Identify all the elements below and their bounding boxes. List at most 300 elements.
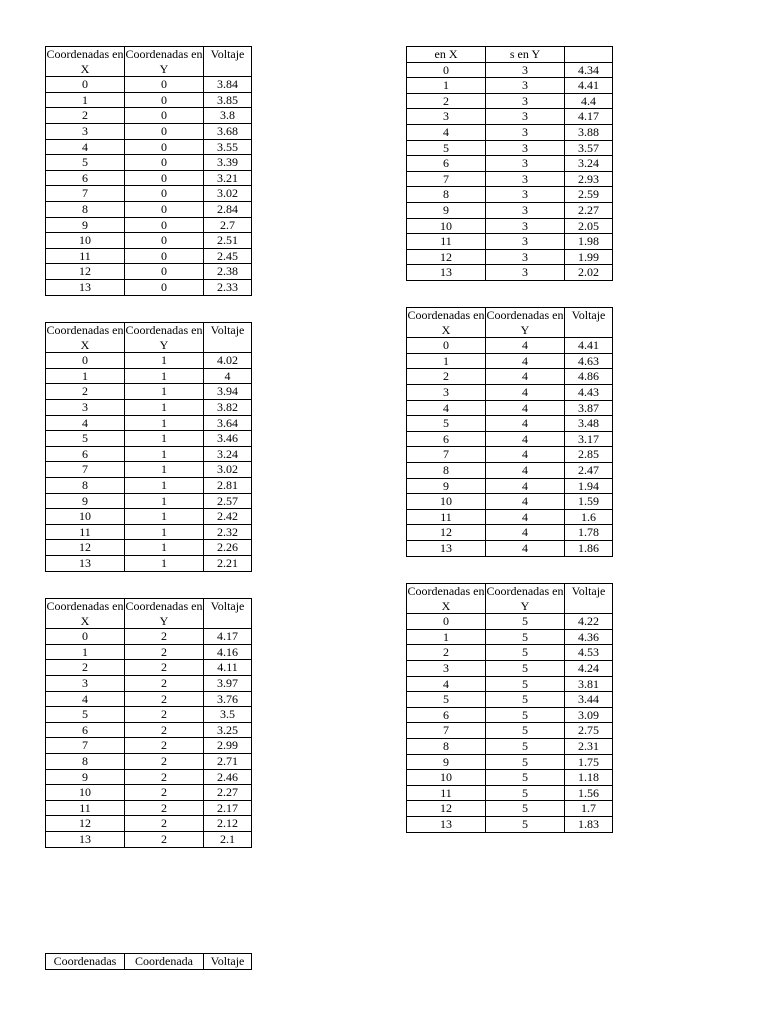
cell-voltage: 2.45	[204, 248, 252, 264]
table-row	[46, 155, 252, 171]
cell-voltage: 1.75	[565, 754, 613, 770]
cell-voltage: 3.5	[204, 707, 252, 723]
cell-x: 2	[46, 384, 125, 400]
cell-x: 1	[407, 629, 486, 645]
table-row	[46, 675, 252, 691]
cell-voltage: 2.99	[204, 738, 252, 754]
cell-x: 4	[407, 676, 486, 692]
cell-x: 6	[46, 722, 125, 738]
header-voltage	[565, 47, 613, 63]
table-row	[407, 202, 613, 218]
header-x: Coordenadas en X	[46, 599, 124, 628]
cell-y: 1	[125, 555, 204, 571]
table-body	[407, 614, 613, 832]
cell-y: 4	[486, 338, 565, 354]
cell-y: 1	[125, 415, 204, 431]
cell-voltage: 4.34	[565, 62, 613, 78]
table-row	[46, 738, 252, 754]
table-row	[407, 124, 613, 140]
cell-x: 9	[407, 754, 486, 770]
table-row	[46, 477, 252, 493]
cell-voltage: 1.56	[565, 785, 613, 801]
cell-voltage: 3.57	[565, 140, 613, 156]
table-row	[407, 723, 613, 739]
table-row	[407, 754, 613, 770]
cell-voltage: 2.42	[204, 509, 252, 525]
table-row	[46, 217, 252, 233]
cell-y: 0	[125, 217, 204, 233]
table-row	[407, 234, 613, 250]
table-row	[407, 509, 613, 525]
cell-x: 10	[46, 233, 125, 249]
cell-x: 12	[407, 801, 486, 817]
cell-y: 3	[486, 124, 565, 140]
table-row	[407, 816, 613, 832]
cell-y: 1	[125, 368, 204, 384]
cell-y: 1	[125, 399, 204, 415]
cell-y: 0	[125, 264, 204, 280]
cell-voltage: 2.75	[565, 723, 613, 739]
cell-voltage: 2.32	[204, 524, 252, 540]
cell-y: 3	[486, 218, 565, 234]
cell-voltage: 3.84	[204, 77, 252, 93]
table-row	[407, 353, 613, 369]
table-row	[46, 524, 252, 540]
cell-x: 5	[407, 140, 486, 156]
cell-x: 12	[46, 264, 125, 280]
cell-voltage: 4.16	[204, 644, 252, 660]
cell-x: 11	[407, 509, 486, 525]
cell-voltage: 2.59	[565, 187, 613, 203]
cell-x: 1	[407, 353, 486, 369]
cell-x: 12	[407, 525, 486, 541]
table-row	[46, 753, 252, 769]
cell-voltage: 1.6	[565, 509, 613, 525]
cell-voltage: 2.93	[565, 171, 613, 187]
cell-y: 3	[486, 265, 565, 281]
cell-x: 6	[407, 431, 486, 447]
table-row	[407, 431, 613, 447]
cell-voltage: 2.17	[204, 800, 252, 816]
cell-voltage: 1.59	[565, 494, 613, 510]
cell-x: 5	[46, 431, 125, 447]
cell-x: 3	[46, 399, 125, 415]
cell-x: 7	[407, 447, 486, 463]
cell-y: 4	[486, 494, 565, 510]
table-row	[407, 478, 613, 494]
cell-y: 4	[486, 447, 565, 463]
cell-x: 4	[46, 415, 125, 431]
cell-y: 2	[125, 800, 204, 816]
cell-voltage: 1.86	[565, 540, 613, 556]
cell-x: 2	[407, 369, 486, 385]
table-row	[407, 62, 613, 78]
cell-y: 2	[125, 831, 204, 847]
cell-voltage: 4.17	[204, 629, 252, 645]
cell-x: 1	[46, 368, 125, 384]
cell-voltage: 2.46	[204, 769, 252, 785]
cell-x: 9	[407, 202, 486, 218]
cell-x: 13	[46, 831, 125, 847]
cell-voltage: 2.21	[204, 555, 252, 571]
cell-x: 13	[46, 279, 125, 295]
cell-x: 4	[46, 139, 125, 155]
cell-voltage: 3.17	[565, 431, 613, 447]
cell-voltage: 2.47	[565, 462, 613, 478]
header-y: Coordenadas en Y	[125, 47, 203, 76]
cell-voltage: 3.82	[204, 399, 252, 415]
cell-voltage: 3.46	[204, 431, 252, 447]
table-row	[407, 494, 613, 510]
cell-voltage: 3.09	[565, 707, 613, 723]
table-row	[46, 233, 252, 249]
cell-voltage: 4.86	[565, 369, 613, 385]
voltage-table-y5	[406, 583, 613, 833]
cell-y: 2	[125, 691, 204, 707]
cell-y: 3	[486, 156, 565, 172]
cell-voltage: 3.68	[204, 123, 252, 139]
cell-y: 2	[125, 722, 204, 738]
cell-x: 6	[407, 707, 486, 723]
cell-x: 5	[407, 416, 486, 432]
cell-x: 8	[407, 738, 486, 754]
cell-y: 1	[125, 524, 204, 540]
header-voltage: Voltaje	[204, 954, 252, 970]
cell-y: 3	[486, 109, 565, 125]
cell-x: 12	[46, 540, 125, 556]
cell-y: 5	[486, 723, 565, 739]
cell-voltage: 4.41	[565, 338, 613, 354]
cell-voltage: 4.24	[565, 660, 613, 676]
cell-x: 13	[407, 816, 486, 832]
cell-y: 4	[486, 478, 565, 494]
table-row	[46, 399, 252, 415]
cell-voltage: 3.39	[204, 155, 252, 171]
cell-x: 9	[407, 478, 486, 494]
cell-voltage: 4.43	[565, 384, 613, 400]
cell-y: 3	[486, 171, 565, 187]
cell-y: 0	[125, 233, 204, 249]
cell-x: 4	[407, 124, 486, 140]
table-row	[46, 368, 252, 384]
cell-voltage: 2.81	[204, 477, 252, 493]
table-body	[46, 629, 252, 847]
table-row	[46, 123, 252, 139]
cell-voltage: 3.25	[204, 722, 252, 738]
cell-x: 10	[407, 494, 486, 510]
table-row	[46, 186, 252, 202]
cell-y: 2	[125, 644, 204, 660]
table-row	[407, 384, 613, 400]
cell-voltage: 3.85	[204, 92, 252, 108]
table-row	[407, 676, 613, 692]
cell-x: 1	[407, 78, 486, 94]
table-row	[407, 770, 613, 786]
header-voltage: Voltaje	[204, 599, 252, 629]
table-row	[407, 93, 613, 109]
cell-y: 2	[125, 660, 204, 676]
cell-voltage: 3.02	[204, 462, 252, 478]
cell-y: 5	[486, 816, 565, 832]
cell-voltage: 2.85	[565, 447, 613, 463]
table-row	[407, 416, 613, 432]
header-voltage: Voltaje	[565, 584, 613, 614]
voltage-table-partial	[45, 953, 252, 970]
cell-y: 5	[486, 738, 565, 754]
table-row	[46, 540, 252, 556]
cell-y: 2	[125, 707, 204, 723]
table-header-row	[46, 599, 252, 629]
cell-y: 3	[486, 234, 565, 250]
cell-voltage: 3.02	[204, 186, 252, 202]
cell-voltage: 3.21	[204, 170, 252, 186]
cell-voltage: 3.24	[204, 446, 252, 462]
cell-x: 3	[46, 675, 125, 691]
cell-voltage: 2.12	[204, 816, 252, 832]
table-row	[46, 660, 252, 676]
header-x: Coordenadas en X	[407, 308, 485, 337]
cell-y: 4	[486, 400, 565, 416]
table-row	[407, 156, 613, 172]
table-body	[46, 77, 252, 295]
table-row	[46, 816, 252, 832]
cell-y: 1	[125, 540, 204, 556]
header-x: Coordenadas en X	[46, 47, 124, 76]
cell-y: 2	[125, 629, 204, 645]
cell-x: 8	[407, 462, 486, 478]
table-row	[46, 629, 252, 645]
cell-x: 3	[407, 109, 486, 125]
table-body	[46, 353, 252, 571]
table-row	[407, 629, 613, 645]
table-row	[407, 369, 613, 385]
cell-voltage: 2.33	[204, 279, 252, 295]
cell-y: 5	[486, 676, 565, 692]
cell-voltage: 1.7	[565, 801, 613, 817]
cell-y: 5	[486, 785, 565, 801]
table-row	[407, 462, 613, 478]
cell-x: 7	[46, 462, 125, 478]
cell-x: 6	[46, 170, 125, 186]
cell-y: 1	[125, 353, 204, 369]
table-body	[407, 62, 613, 280]
table-row	[407, 614, 613, 630]
cell-voltage: 1.98	[565, 234, 613, 250]
table-row	[46, 279, 252, 295]
cell-x: 11	[46, 524, 125, 540]
voltage-table-y0	[45, 46, 252, 296]
table-row	[407, 338, 613, 354]
cell-x: 7	[407, 171, 486, 187]
cell-voltage: 4.41	[565, 78, 613, 94]
table-row	[46, 722, 252, 738]
cell-x: 13	[46, 555, 125, 571]
cell-x: 13	[407, 265, 486, 281]
table-row	[407, 660, 613, 676]
table-row	[46, 353, 252, 369]
cell-x: 9	[46, 493, 125, 509]
header-y: Coordenadas en Y	[486, 308, 564, 337]
voltage-table-y4	[406, 307, 613, 557]
cell-x: 12	[46, 816, 125, 832]
cell-x: 2	[46, 660, 125, 676]
voltage-table-y2	[45, 598, 252, 848]
cell-y: 5	[486, 645, 565, 661]
cell-x: 11	[407, 234, 486, 250]
table-row	[46, 77, 252, 93]
cell-y: 3	[486, 202, 565, 218]
table-row	[46, 264, 252, 280]
table-row	[46, 555, 252, 571]
header-voltage: Voltaje	[204, 47, 252, 77]
cell-voltage: 2.02	[565, 265, 613, 281]
cell-voltage: 2.31	[565, 738, 613, 754]
cell-y: 1	[125, 462, 204, 478]
cell-x: 12	[407, 249, 486, 265]
cell-y: 2	[125, 738, 204, 754]
cell-y: 3	[486, 249, 565, 265]
cell-x: 8	[46, 753, 125, 769]
cell-voltage: 4.02	[204, 353, 252, 369]
table-row	[46, 431, 252, 447]
cell-y: 5	[486, 770, 565, 786]
cell-voltage: 3.64	[204, 415, 252, 431]
cell-y: 0	[125, 279, 204, 295]
cell-voltage: 2.26	[204, 540, 252, 556]
cell-voltage: 1.99	[565, 249, 613, 265]
cell-x: 0	[46, 77, 125, 93]
cell-x: 2	[46, 108, 125, 124]
cell-voltage: 3.87	[565, 400, 613, 416]
header-y: Coordenada	[125, 954, 204, 970]
cell-y: 2	[125, 816, 204, 832]
cell-x: 1	[46, 644, 125, 660]
table-row	[407, 171, 613, 187]
cell-voltage: 2.51	[204, 233, 252, 249]
table-body	[407, 338, 613, 556]
cell-y: 0	[125, 123, 204, 139]
cell-y: 0	[125, 108, 204, 124]
cell-x: 7	[46, 186, 125, 202]
table-row	[46, 384, 252, 400]
table-row	[46, 644, 252, 660]
cell-voltage: 2.38	[204, 264, 252, 280]
cell-x: 0	[46, 629, 125, 645]
table-row	[407, 645, 613, 661]
cell-voltage: 3.24	[565, 156, 613, 172]
cell-y: 0	[125, 139, 204, 155]
cell-x: 11	[46, 800, 125, 816]
cell-y: 5	[486, 801, 565, 817]
cell-y: 3	[486, 187, 565, 203]
cell-voltage: 4	[204, 368, 252, 384]
table-row	[46, 769, 252, 785]
cell-x: 13	[407, 540, 486, 556]
cell-x: 8	[46, 477, 125, 493]
cell-y: 0	[125, 170, 204, 186]
cell-x: 6	[407, 156, 486, 172]
cell-voltage: 4.4	[565, 93, 613, 109]
cell-x: 7	[407, 723, 486, 739]
cell-y: 1	[125, 384, 204, 400]
cell-voltage: 2.27	[204, 785, 252, 801]
table-row	[407, 801, 613, 817]
cell-y: 4	[486, 462, 565, 478]
cell-x: 5	[407, 692, 486, 708]
cell-y: 5	[486, 614, 565, 630]
cell-voltage: 3.44	[565, 692, 613, 708]
cell-voltage: 3.48	[565, 416, 613, 432]
cell-x: 4	[46, 691, 125, 707]
cell-x: 8	[407, 187, 486, 203]
cell-x: 2	[407, 93, 486, 109]
header-x: Coordenadas en X	[407, 584, 485, 613]
table-row	[46, 785, 252, 801]
cell-voltage: 1.18	[565, 770, 613, 786]
cell-y: 0	[125, 92, 204, 108]
cell-voltage: 3.81	[565, 676, 613, 692]
cell-voltage: 2.7	[204, 217, 252, 233]
cell-y: 0	[125, 201, 204, 217]
cell-y: 3	[486, 140, 565, 156]
table-header-row	[46, 47, 252, 77]
cell-x: 7	[46, 738, 125, 754]
cell-y: 1	[125, 446, 204, 462]
cell-voltage: 2.71	[204, 753, 252, 769]
cell-x: 3	[46, 123, 125, 139]
table-row	[46, 831, 252, 847]
cell-voltage: 3.88	[565, 124, 613, 140]
cell-y: 0	[125, 186, 204, 202]
header-voltage: Voltaje	[204, 323, 252, 353]
cell-y: 1	[125, 509, 204, 525]
cell-y: 5	[486, 692, 565, 708]
table-row	[407, 109, 613, 125]
cell-voltage: 4.53	[565, 645, 613, 661]
table-header-row	[407, 47, 613, 63]
cell-x: 10	[46, 785, 125, 801]
table-row	[407, 187, 613, 203]
cell-x: 2	[407, 645, 486, 661]
cell-y: 2	[125, 785, 204, 801]
header-y: Coordenadas en Y	[125, 323, 203, 352]
table-row	[46, 170, 252, 186]
table-header-row	[407, 584, 613, 614]
table-row	[46, 201, 252, 217]
table-row	[407, 525, 613, 541]
table-row	[46, 248, 252, 264]
table-row	[46, 108, 252, 124]
cell-y: 2	[125, 769, 204, 785]
cell-x: 9	[46, 217, 125, 233]
table-row	[46, 462, 252, 478]
cell-voltage: 4.63	[565, 353, 613, 369]
cell-y: 0	[125, 248, 204, 264]
cell-x: 5	[46, 707, 125, 723]
cell-x: 0	[407, 614, 486, 630]
cell-x: 3	[407, 660, 486, 676]
cell-y: 3	[486, 93, 565, 109]
cell-x: 3	[407, 384, 486, 400]
cell-x: 4	[407, 400, 486, 416]
cell-y: 4	[486, 416, 565, 432]
cell-x: 0	[46, 353, 125, 369]
header-y: Coordenadas en Y	[486, 584, 564, 613]
cell-x: 11	[46, 248, 125, 264]
table-row	[407, 400, 613, 416]
voltage-table-y1	[45, 322, 252, 572]
cell-y: 5	[486, 754, 565, 770]
